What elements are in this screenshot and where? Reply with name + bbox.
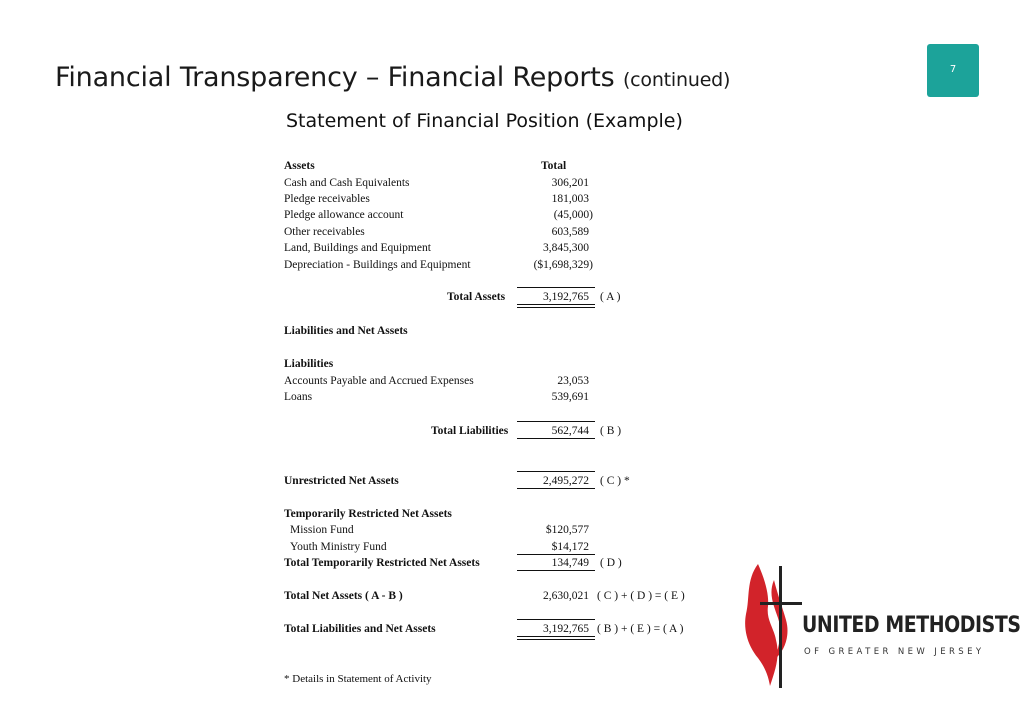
unrestricted-tag: ( C ) * bbox=[600, 475, 630, 487]
cross-vertical bbox=[779, 566, 782, 688]
temp-item-label: Youth Ministry Fund bbox=[290, 541, 387, 553]
total-liabilities-tag: ( B ) bbox=[600, 425, 622, 437]
rule bbox=[517, 488, 595, 489]
rule bbox=[517, 287, 595, 288]
asset-value: ($1,698,329) bbox=[533, 259, 593, 271]
total-temp-tag: ( D ) bbox=[600, 557, 622, 569]
total-assets-tag: ( A ) bbox=[600, 291, 621, 303]
slide-title-suffix: (continued) bbox=[622, 69, 731, 91]
total-net-label: Total Net Assets ( A - B ) bbox=[284, 590, 403, 602]
rule bbox=[517, 570, 595, 571]
asset-label: Pledge allowance account bbox=[284, 209, 404, 221]
logo-subtitle: OF GREATER NEW JERSEY bbox=[804, 647, 985, 657]
total-liabilities-value: 562,744 bbox=[551, 425, 589, 437]
liability-label: Loans bbox=[284, 391, 313, 403]
liab-net-header: Liabilities and Net Assets bbox=[284, 325, 408, 337]
rule bbox=[517, 471, 595, 472]
rule bbox=[517, 619, 595, 620]
asset-value: (45,000) bbox=[553, 209, 593, 221]
temp-header: Temporarily Restricted Net Assets bbox=[284, 508, 452, 520]
cross-and-flame-logo-icon bbox=[744, 562, 802, 692]
unrestricted-value: 2,495,272 bbox=[543, 475, 589, 487]
rule bbox=[517, 304, 595, 305]
asset-label: Cash and Cash Equivalents bbox=[284, 177, 410, 189]
cross-horizontal bbox=[760, 602, 802, 605]
page-number: 7 bbox=[949, 64, 957, 75]
total-temp-label: Total Temporarily Restricted Net Assets bbox=[284, 557, 480, 569]
asset-label: Pledge receivables bbox=[284, 193, 370, 205]
rule bbox=[517, 421, 595, 422]
asset-label: Depreciation - Buildings and Equipment bbox=[284, 259, 471, 271]
document-title: Statement of Financial Position (Example) bbox=[286, 110, 683, 132]
unrestricted-label: Unrestricted Net Assets bbox=[284, 475, 399, 487]
total-liab-net-tag: ( B ) + ( E ) = ( A ) bbox=[597, 623, 684, 635]
total-liab-net-label: Total Liabilities and Net Assets bbox=[284, 623, 436, 635]
logo-wordmark: UNITED METHODISTS bbox=[802, 613, 1021, 638]
total-assets-label: Total Assets bbox=[447, 291, 506, 303]
liability-value: 539,691 bbox=[551, 391, 589, 403]
rule bbox=[517, 438, 595, 439]
flame-shape bbox=[745, 564, 777, 686]
total-liab-net-value: 3,192,765 bbox=[543, 623, 589, 635]
total-assets-value: 3,192,765 bbox=[543, 291, 589, 303]
rule bbox=[517, 636, 595, 637]
total-net-tag: ( C ) + ( D ) = ( E ) bbox=[597, 590, 685, 602]
rule bbox=[517, 639, 595, 640]
liability-value: 23,053 bbox=[557, 375, 589, 387]
asset-value: 3,845,300 bbox=[543, 242, 589, 254]
asset-value: 603,589 bbox=[551, 226, 589, 238]
liability-label: Accounts Payable and Accrued Expenses bbox=[284, 375, 474, 387]
rule bbox=[517, 307, 595, 308]
temp-item-label: Mission Fund bbox=[290, 524, 354, 536]
total-liabilities-label: Total Liabilities bbox=[431, 425, 509, 437]
asset-value: 181,003 bbox=[551, 193, 589, 205]
temp-item-value: $120,577 bbox=[545, 524, 589, 536]
liabilities-header: Liabilities bbox=[284, 358, 334, 370]
slide-title-main: Financial Transparency – Financial Reports bbox=[55, 62, 615, 93]
total-net-value: 2,630,021 bbox=[543, 590, 589, 602]
rule bbox=[517, 554, 595, 555]
asset-label: Land, Buildings and Equipment bbox=[284, 242, 431, 254]
asset-value: 306,201 bbox=[551, 177, 589, 189]
total-temp-value: 134,749 bbox=[551, 557, 589, 569]
total-header: Total bbox=[541, 160, 567, 172]
footnote: * Details in Statement of Activity bbox=[284, 673, 432, 685]
assets-header: Assets bbox=[284, 160, 315, 172]
asset-label: Other receivables bbox=[284, 226, 365, 238]
temp-item-value: $14,172 bbox=[551, 541, 589, 553]
